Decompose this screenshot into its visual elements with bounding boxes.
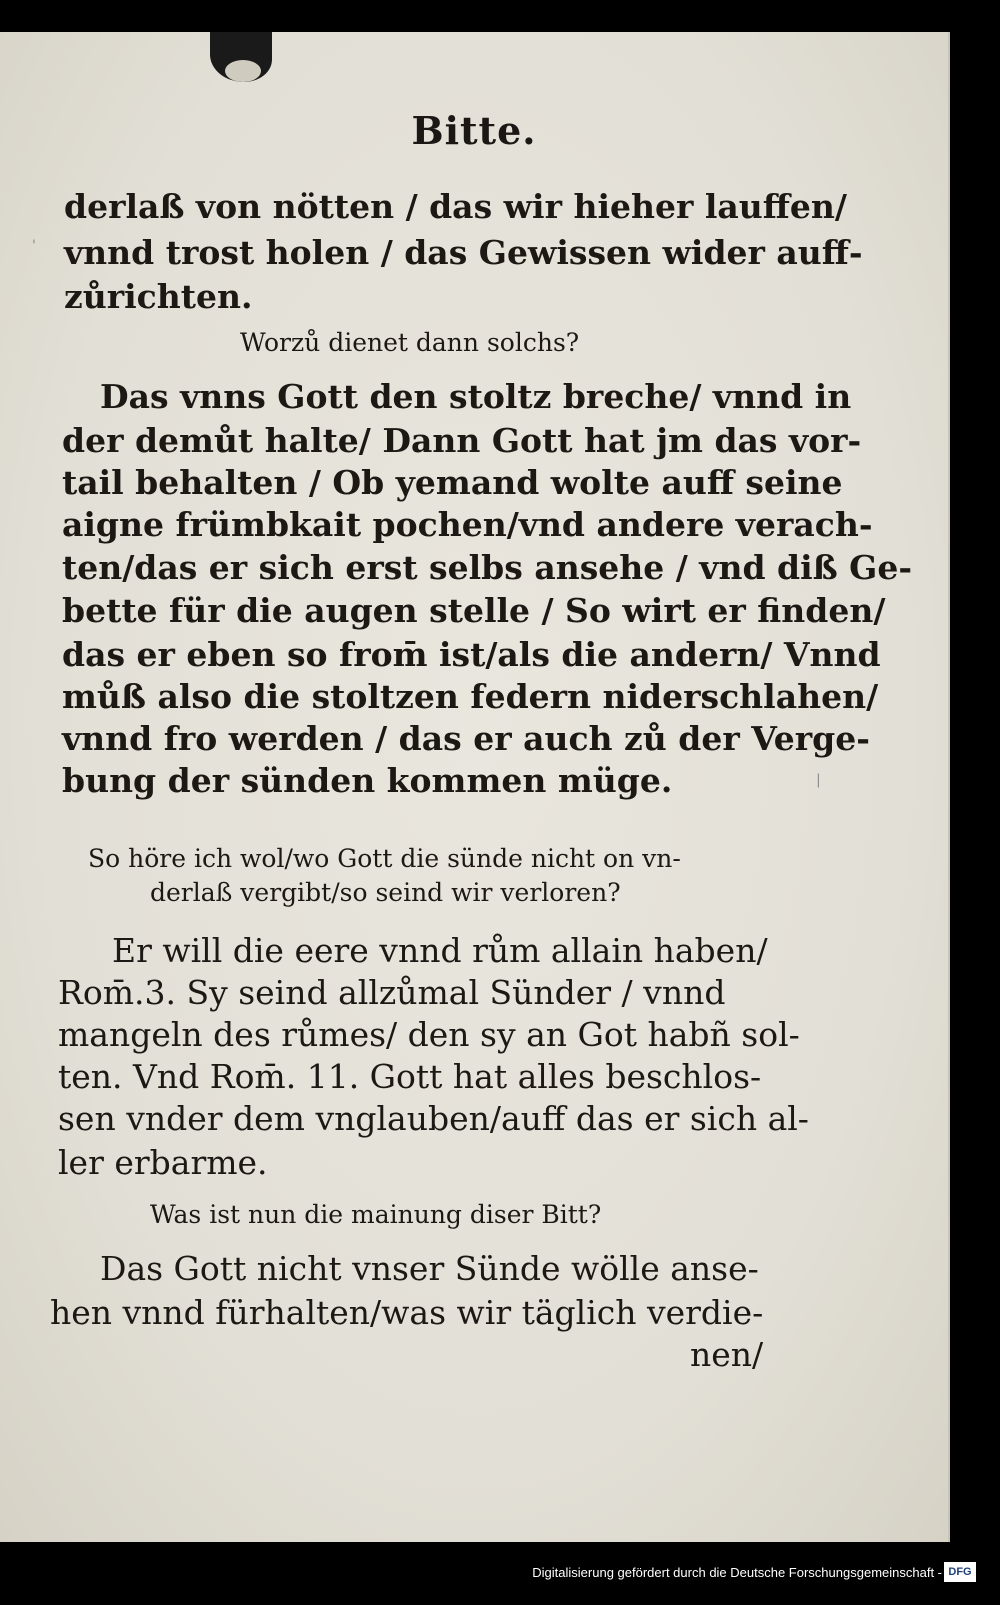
text-line: ten/das er sich erst selbs ansehe / vnd diß Ge-: [62, 548, 913, 587]
funding-notice: Digitalisierung gefördert durch die Deutsche Forschungsgemeinschaft -: [532, 1565, 942, 1580]
text-line: das er eben so from̄ ist/als die andern/ Vnnd: [62, 635, 881, 674]
text-line: hen vnnd fürhalten/was wir täglich verdie-: [50, 1293, 764, 1332]
text-line: zůrichten.: [64, 277, 253, 316]
text-line: ten. Vnd Rom̄. 11. Gott hat alles beschlos-: [58, 1057, 762, 1096]
text-line: bung der sünden kommen müge.: [62, 761, 673, 800]
text-line: Rom̄.3. Sy seind allzůmal Sünder / vnnd: [58, 973, 726, 1012]
footer-bar: [0, 1548, 1000, 1605]
text-line: aigne frümbkait pochen/vnd andere verach-: [62, 505, 873, 544]
text-line: mangeln des růmes/ den sy an Got habñ sol-: [58, 1015, 800, 1054]
question-line: derlaß vergibt/so seind wir verloren?: [150, 878, 621, 907]
text-line: bette für die augen stelle / So wirt er finden/: [62, 591, 886, 630]
text-line: vnnd trost holen / das Gewissen wider auff-: [64, 233, 863, 272]
text-line: ler erbarme.: [58, 1143, 268, 1182]
margin-mark: |: [816, 772, 821, 788]
text-line: Das vnns Gott den stoltz breche/ vnnd in: [100, 377, 852, 416]
text-line: derlaß von nötten / das wir hieher lauffen/: [64, 187, 847, 226]
text-line: tail behalten / Ob yemand wolte auff seine: [62, 463, 843, 502]
text-line: sen vnder dem vnglauben/auff das er sich al-: [58, 1099, 809, 1138]
text-line: vnnd fro werden / das er auch zů der Verge-: [62, 719, 870, 758]
text-line: můß also die stoltzen federn niderschlahen/: [62, 677, 879, 716]
question-line: So höre ich wol/wo Gott die sünde nicht on vn-: [88, 844, 681, 873]
question-line: Was ist nun die mainung diser Bitt?: [150, 1200, 602, 1229]
text-line: der demůt halte/ Dann Gott hat jm das vor-: [62, 421, 862, 460]
text-line: Er will die eere vnnd rům allain haben/: [112, 931, 768, 970]
dfg-logo-icon: DFG: [944, 1562, 976, 1582]
margin-mark: ': [32, 238, 36, 254]
text-line: Das Gott nicht vnser Sünde wölle anse-: [100, 1249, 759, 1288]
text-line: nen/: [690, 1335, 764, 1374]
running-head: Bitte.: [411, 108, 537, 153]
question-line: Worzů dienet dann solchs?: [240, 328, 580, 357]
